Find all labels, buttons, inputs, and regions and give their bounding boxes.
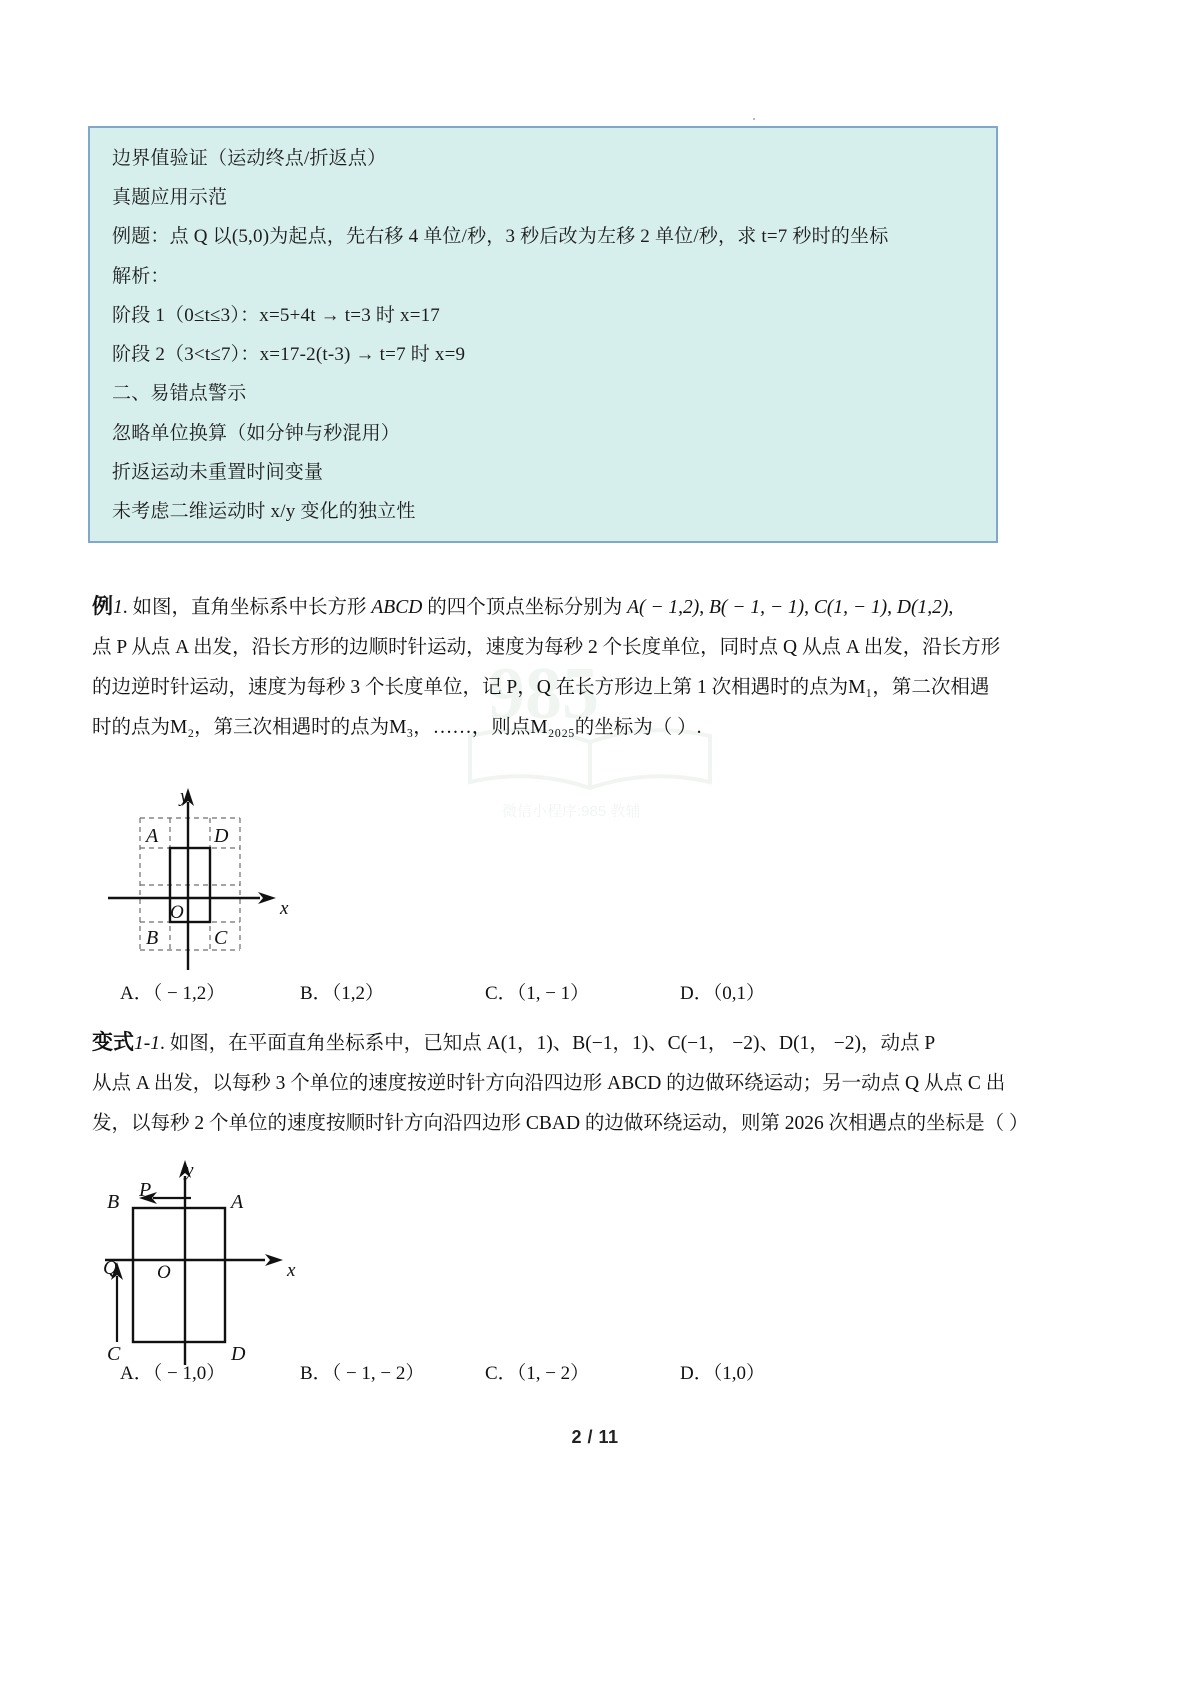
variant-1-1-option-d[interactable]	[680, 1358, 840, 1385]
example-1-figure	[108, 780, 398, 970]
example-1-rect-name: ABCD	[371, 597, 423, 618]
variant-1-1-options	[120, 1358, 1000, 1385]
watermark-sub-text: 微信小程序:985 教辅	[502, 803, 641, 820]
summary-callout-box	[88, 126, 998, 543]
vertex-label-a-2: A	[231, 1191, 244, 1213]
x-axis-arrow-2	[265, 1254, 283, 1266]
callout-line-3: 解析：	[112, 265, 170, 287]
example-1-coord-a: A( − 1,2)	[627, 597, 700, 618]
variant-1-1-number: 1-1	[134, 1033, 160, 1054]
variant-1-1-option-c-value: （1, − 2）	[516, 1363, 590, 1384]
vertex-label-d-2: D	[231, 1343, 246, 1365]
example-1-coord-c: C(1, − 1)	[813, 597, 888, 618]
y-axis-label-2: y	[185, 1160, 194, 1181]
variant-1-1-figure	[95, 1150, 395, 1365]
origin-label-2: O	[157, 1262, 171, 1283]
example-1-option-b[interactable]	[300, 978, 485, 1005]
example-1-option-a-value: （ − 1,2）	[152, 983, 226, 1004]
y-axis-label: y	[180, 786, 189, 807]
callout-line-5: 阶段 2（3<t≤7）：x=17-2(t-3) → t=7 时 x=9	[112, 344, 466, 366]
page-footer: 2 / 11	[571, 1427, 619, 1447]
variant-1-1-line1-text: . 如图，在平面直角坐标系中，已知点 A(1，1)、B(−1，1)、C(−1， −2)、D(1， −2)，动点 P	[160, 1033, 936, 1054]
example-1-line-1	[92, 586, 1010, 628]
point-label-p: P	[139, 1179, 152, 1201]
variant-1-1-option-d-key: D．	[680, 1363, 713, 1384]
variant-1-1-option-a-key: A．	[120, 1363, 153, 1384]
x-axis-label-2: x	[287, 1260, 296, 1281]
variant-1-1-line-3: 发，以每秒 2 个单位的速度按顺时针方向沿四边形 CBAD 的边做环绕运动，则第 2026 次相遇点的坐标是（ ）	[92, 1113, 1029, 1134]
example-1-line1-text-a: . 如图，直角坐标系中长方形	[122, 597, 372, 618]
example-1-line-4: 时的点为M₂，第三次相遇时的点为M₃，……，则点M₂₀₂₅的坐标为（ ）.	[92, 717, 702, 738]
sep4: ,	[948, 597, 954, 618]
variant-1-1-option-b-value: （ − 1, − 2）	[331, 1363, 425, 1384]
variant-1-1-option-c-key: C．	[485, 1363, 517, 1384]
example-1-question	[92, 586, 1010, 748]
example-1-option-d[interactable]	[680, 978, 840, 1005]
example-1-option-b-key: B．	[300, 983, 332, 1004]
vertex-label-a: A	[146, 825, 159, 847]
variant-1-1-option-b[interactable]	[300, 1358, 485, 1385]
variant-1-1-option-a[interactable]	[120, 1358, 300, 1385]
example-1-options	[120, 978, 1000, 1005]
sep2: ,	[804, 597, 814, 618]
vertex-label-b-2: B	[107, 1191, 120, 1213]
watermark-main-text: 985	[488, 653, 599, 735]
example-1-option-c-key: C．	[485, 983, 517, 1004]
variant-1-1-question	[92, 1022, 1029, 1144]
example-1-option-c[interactable]	[485, 978, 680, 1005]
origin-label: O	[170, 902, 184, 923]
scan-artifact-dot	[753, 118, 755, 120]
variant-1-1-line-1	[92, 1022, 1010, 1064]
example-1-number: 1	[113, 597, 123, 618]
example-1-line-3: 的边逆时针运动，速度为每秒 3 个长度单位，记 P，Q 在长方形边上第 1 次相遇时的点为M₁，第二次相遇	[92, 677, 990, 698]
variant-1-1-line-2: 从点 A 出发，以每秒 3 个单位的速度按逆时针方向沿四边形 ABCD 的边做环绕运动；另一动点 Q 从点 C 出	[92, 1073, 1006, 1094]
vertex-label-d: D	[214, 825, 229, 847]
example-1-line1-text-b: 的四个顶点坐标分别为	[422, 597, 628, 618]
variant-1-1-option-c[interactable]	[485, 1358, 680, 1385]
sep1: ,	[699, 597, 710, 618]
sep3: ,	[887, 597, 897, 618]
vertex-label-c: C	[214, 927, 228, 949]
rectangle-abcd-2	[133, 1208, 225, 1342]
vertex-label-c-2: C	[107, 1343, 121, 1365]
variant-1-1-label: 变式	[92, 1030, 134, 1054]
callout-line-4: 阶段 1（0≤t≤3）：x=5+4t → t=3 时 x=17	[112, 304, 441, 326]
coordinate-axes	[108, 802, 260, 970]
callout-line-7: 忽略单位换算（如分钟与秒混用）	[112, 422, 401, 444]
callout-line-8: 折返运动未重置时间变量	[112, 461, 324, 483]
example-1-label: 例	[92, 594, 113, 618]
x-axis-arrow	[258, 892, 276, 904]
callout-line-6: 二、易错点警示	[112, 383, 247, 405]
example-1-option-d-value: （0,1）	[712, 983, 765, 1004]
variant-1-1-option-d-value: （1,0）	[712, 1363, 765, 1384]
example-1-option-c-value: （1, − 1）	[516, 983, 590, 1004]
example-1-coord-d: D(1,2)	[896, 597, 949, 618]
variant-1-1-option-a-value: （ − 1,0）	[152, 1363, 226, 1384]
x-axis-label: x	[280, 898, 289, 919]
callout-line-9: 未考虑二维运动时 x/y 变化的独立性	[112, 500, 416, 522]
example-1-line-2: 点 P 从点 A 出发，沿长方形的边顺时针运动，速度为每秒 2 个长度单位，同时点 Q 从点 A 出发，沿长方形	[92, 637, 1001, 658]
example-1-option-a[interactable]	[120, 978, 300, 1005]
callout-line-0: 边界值验证（运动终点/折返点）	[112, 148, 387, 169]
example-1-coord-b: B( − 1, − 1)	[709, 597, 805, 618]
example-1-option-d-key: D．	[680, 983, 713, 1004]
callout-line-1: 真题应用示范	[112, 187, 228, 209]
callout-line-2: 例题：点 Q 以(5,0)为起点，先右移 4 单位/秒，3 秒后改为左移 2 单位/秒，求 t=7 秒时的坐标	[112, 226, 889, 248]
example-1-option-b-value: （1,2）	[331, 983, 384, 1004]
variant-1-1-option-b-key: B．	[300, 1363, 332, 1384]
point-label-q: Q	[103, 1257, 118, 1279]
example-1-option-a-key: A．	[120, 983, 153, 1004]
vertex-label-b: B	[146, 927, 159, 949]
